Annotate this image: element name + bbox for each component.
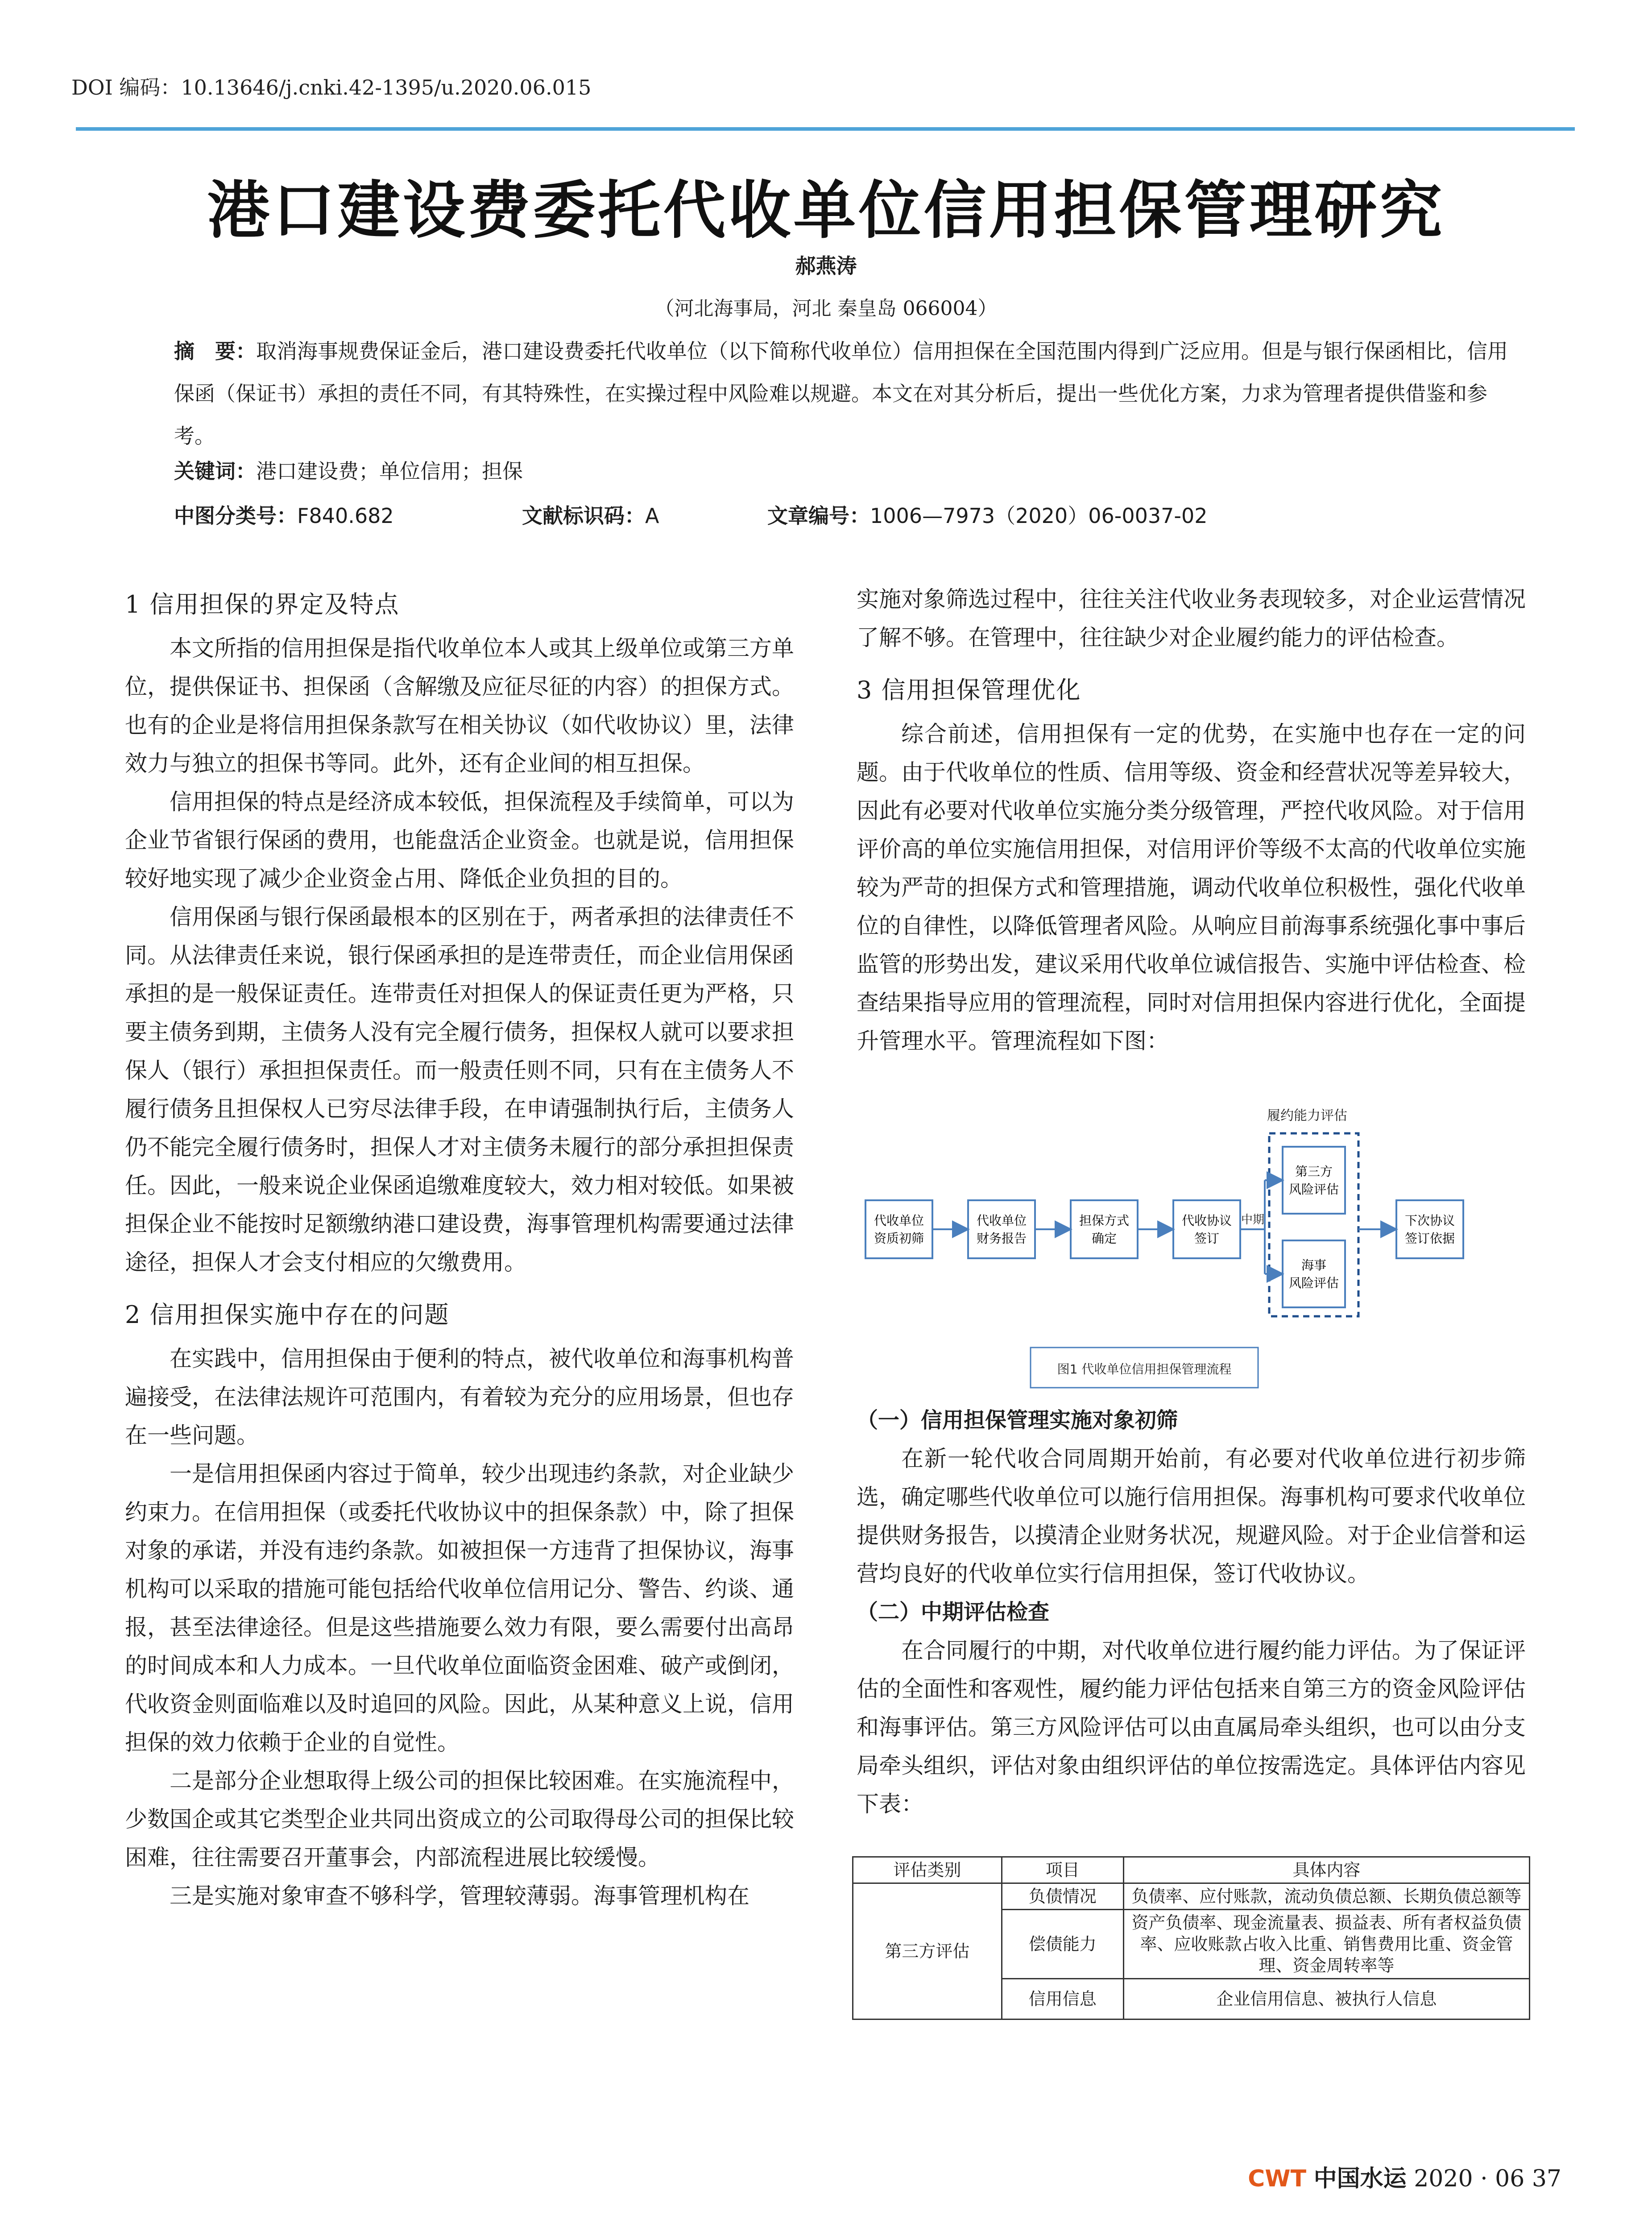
footer-brand: CWT (1248, 2165, 1307, 2192)
svg-text:代收单位: 代收单位 (976, 1213, 1027, 1228)
evaluation-table (852, 1856, 1530, 2020)
right-column-bottom (857, 1401, 1526, 1823)
paragraph: 三是实施对象审查不够科学，管理较薄弱。海事管理机构在 (170, 1883, 749, 1909)
section-heading-1: 1 信用担保的界定及特点 (125, 590, 400, 618)
flow-box-3 (1071, 1200, 1138, 1258)
doi-line: DOI 编码：10.13646/j.cnki.42-1395/u.2020.06.015 (71, 75, 592, 100)
footer-issue: 2020 · 06 (1414, 2165, 1525, 2192)
svg-text:下次协议: 下次协议 (1404, 1213, 1455, 1228)
paragraph: 本文所指的信用担保是指代收单位本人或其上级单位或第三方单位，提供保证书、担保函（含解缴及应征尽征的内容）的担保方式。也有的企业是将信用担保条款写在相关协议（如代收协议）里，法律效力与独立的担保书等同。此外，还有企业间的相互担保。 (125, 635, 794, 776)
footer-magazine: 中国水运 (1313, 2165, 1407, 2192)
flow-box-1 (865, 1200, 932, 1258)
svg-text:担保方式: 担保方式 (1079, 1213, 1130, 1228)
paragraph: 在新一轮代收合同周期开始前，有必要对代收单位进行初步筛选，确定哪些代收单位可以施行信用担保。海事机构可要求代收单位提供财务报告，以摸清企业财务状况，规避风险。对于企业信誉和运营均良好的代收单位实行信用担保，签订代收协议。 (857, 1446, 1526, 1587)
table-header-cell: 具体内容 (1123, 1857, 1529, 1883)
page-footer (1205, 2160, 1561, 2193)
paragraph: 实施对象筛选过程中，往往关注代收业务表现较多，对企业运营情况了解不够。在管理中，往往缺少对企业履约能力的评估检查。 (857, 586, 1526, 651)
svg-text:代收协议: 代收协议 (1181, 1213, 1232, 1228)
flow-box-5 (1283, 1147, 1345, 1214)
table-cell-item: 信用信息 (1002, 1979, 1123, 2020)
author: 郝燕涛 (795, 254, 857, 278)
flow-group-label: 履约能力评估 (1267, 1108, 1347, 1124)
svg-text:代收单位: 代收单位 (874, 1213, 924, 1228)
paragraph: 一是信用担保函内容过于简单，较少出现违约条款，对企业缺少约束力。在信用担保（或委托代收协议中的担保条款）中，除了担保对象的承诺，并没有违约条款。如被担保一方违背了担保协议，海事机构可以采取的措施可能包括给代收单位信用记分、警告、约谈、通报，甚至法律途径。但是这些措施要么效力有限，要么需要付出高昂的时间成本和人力成本。一旦代收单位面临资金困难、破产或倒闭，代收资金则面临难以及时追回的风险。因此，从某种意义上说，信用担保的效力依赖于企业的自觉性。 (125, 1461, 794, 1755)
svg-text:风险评估: 风险评估 (1288, 1182, 1339, 1197)
right-column-top (857, 580, 1526, 1060)
header-rule (76, 127, 1575, 131)
doccode-label: 文献标识码： (522, 504, 645, 528)
svg-text:确定: 确定 (1091, 1231, 1117, 1246)
svg-text:资质初筛: 资质初筛 (874, 1231, 924, 1246)
table-cell-item: 偿债能力 (1002, 1910, 1123, 1979)
flow-arrow-label: 中期 (1241, 1213, 1265, 1227)
articleno-label: 文章编号： (767, 504, 870, 528)
flowchart (861, 1107, 1521, 1397)
paragraph: 综合前述，信用担保有一定的优势，在实施中也存在一定的问题。由于代收单位的性质、信用等级、资金和经营状况等差异较大，因此有必要对代收单位实施分类分级管理，严控代收风险。对于信用评价高的单位实施信用担保，对信用评价等级不太高的代收单位实施较为严苛的担保方式和管理措施，调动代收单位积极性，强化代收单位的自律性，以降低管理者风险。从响应目前海事系统强化事中事后监管的形势出发，建议采用代收单位诚信报告、实施中评估检查、检查结果指导应用的管理流程，同时对信用担保内容进行优化，全面提升管理水平。管理流程如下图： (857, 721, 1526, 1054)
flow-box-6 (1283, 1240, 1345, 1307)
flow-box-2 (968, 1200, 1035, 1258)
section-heading-3: 3 信用担保管理优化 (857, 676, 1081, 704)
footer-page-number: 37 (1532, 2165, 1561, 2192)
doccode-value: A (645, 504, 659, 528)
subheading-2: （二）中期评估检查 (857, 1600, 1050, 1625)
left-column (125, 580, 794, 1915)
affiliation: （河北海事局，河北 秦皇岛 066004） (654, 297, 998, 320)
keywords-text: 港口建设费；单位信用；担保 (256, 459, 523, 483)
table-header-cell: 评估类别 (853, 1857, 1002, 1883)
flow-caption: 图1 代收单位信用担保管理流程 (1057, 1362, 1232, 1377)
svg-text:签订: 签订 (1194, 1231, 1220, 1246)
table-header-cell: 项目 (1002, 1857, 1123, 1883)
svg-text:海事: 海事 (1301, 1258, 1327, 1273)
table-cell-content: 负债率、应付账款，流动负债总额、长期负债总额等 (1123, 1883, 1529, 1910)
article-title: 港口建设费委托代收单位信用担保管理研究 (207, 174, 1445, 247)
class-label: 中图分类号： (174, 504, 297, 528)
svg-text:风险评估: 风险评估 (1288, 1276, 1339, 1290)
table-header-row (853, 1857, 1530, 1883)
abstract-label: 摘 要： (174, 339, 256, 363)
class-value: F840.682 (297, 504, 394, 528)
svg-text:签订依据: 签订依据 (1404, 1231, 1455, 1246)
paragraph: 信用担保的特点是经济成本较低，担保流程及手续简单，可以为企业节省银行保函的费用，也能盘活企业资金。也就是说，信用担保较好地实现了减少企业资金占用、降低企业负担的目的。 (125, 789, 794, 892)
abstract (174, 330, 1508, 457)
table-cell-item: 负债情况 (1002, 1883, 1123, 1910)
table-cell-content: 资产负债率、现金流量表、损益表、所有者权益负债率、应收账款占收入比重、销售费用比重、资金管理、资金周转率等 (1123, 1910, 1529, 1979)
flow-box-7 (1396, 1200, 1463, 1258)
keywords-label: 关键词： (174, 459, 256, 483)
articleno-value: 1006—7973（2020）06-0037-02 (870, 504, 1208, 528)
section-heading-2: 2 信用担保实施中存在的问题 (125, 1301, 450, 1329)
abstract-text: 取消海事规费保证金后，港口建设费委托代收单位（以下简称代收单位）信用担保在全国范围内得到广泛应用。但是与银行保函相比，信用保函（保证书）承担的责任不同，有其特殊性，在实操过程中风险难以规避。本文在对其分析后，提出一些优化方案，力求为管理者提供借鉴和参考。 (174, 339, 1508, 448)
table-row (853, 1883, 1530, 1910)
svg-text:第三方: 第三方 (1295, 1164, 1333, 1179)
paragraph: 信用保函与银行保函最根本的区别在于，两者承担的法律责任不同。从法律责任来说，银行保函承担的是连带责任，而企业信用保函承担的是一般保证责任。连带责任对担保人的保证责任更为严格，只要主债务到期，主债务人没有完全履行债务，担保权人就可以要求担保人（银行）承担担保责任。而一般责任则不同，只有在主债务人不履行债务且担保权人已穷尽法律手段，在申请强制执行后，主债务人仍不能完全履行债务时，担保人才对主债务未履行的部分承担担保责任。因此，一般来说企业保函追缴难度较大，效力相对较低。如果被担保企业不能按时足额缴纳港口建设费，海事管理机构需要通过法律途径，担保人才会支付相应的欠缴费用。 (125, 904, 794, 1275)
table-cell-content: 企业信用信息、被执行人信息 (1123, 1979, 1529, 2020)
keywords (174, 455, 523, 485)
paragraph: 在合同履行的中期，对代收单位进行履约能力评估。为了保证评估的全面性和客观性，履约能力评估包括来自第三方的资金风险评估和海事评估。第三方风险评估可以由直属局牵头组织，也可以由分支局牵头组织，评估对象由组织评估的单位按需选定。具体评估内容见下表： (857, 1638, 1526, 1817)
paragraph: 在实践中，信用担保由于便利的特点，被代收单位和海事机构普遍接受，在法律法规许可范围内，有着较为充分的应用场景，但也存在一些问题。 (125, 1346, 794, 1448)
svg-text:财务报告: 财务报告 (976, 1231, 1027, 1246)
paragraph: 二是部分企业想取得上级公司的担保比较困难。在实施流程中，少数国企或其它类型企业共同出资成立的公司取得母公司的担保比较困难，往往需要召开董事会，内部流程进展比较缓慢。 (125, 1768, 794, 1870)
table-cell-category: 第三方评估 (853, 1883, 1002, 2020)
flow-box-4 (1173, 1200, 1240, 1258)
subheading-1: （一）信用担保管理实施对象初筛 (857, 1408, 1178, 1433)
